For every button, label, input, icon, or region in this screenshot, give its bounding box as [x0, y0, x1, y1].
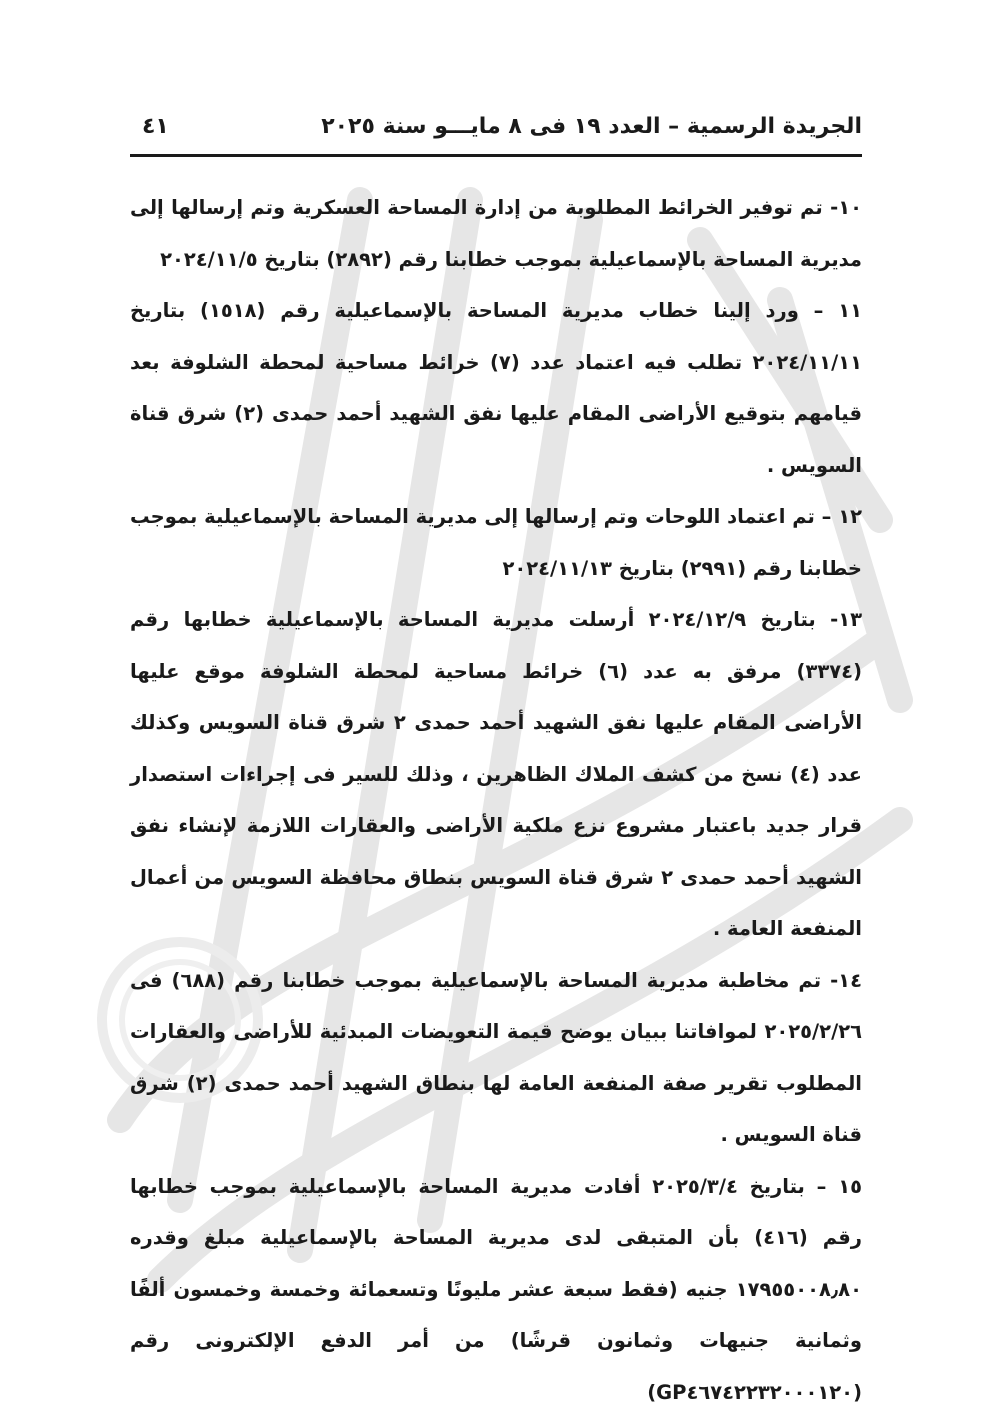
paragraph-10: ١٠- تم توفير الخرائط المطلوبة من إدارة المساحة العسكرية وتم إرسالها إلى مديرية المساحة بالإسماعيلية بموجب خطابنا رقم (٢٨٩٢) بتاريخ ٢٠٢٤/١١/٥	[130, 182, 862, 285]
paragraph-12: ١٢ – تم اعتماد اللوحات وتم إرسالها إلى مديرية المساحة بالإسماعيلية بموجب خطابنا رقم (٢٩٩١) بتاريخ ٢٠٢٤/١١/١٣	[130, 491, 862, 594]
paragraph-13: ١٣- بتاريخ ٢٠٢٤/١٢/٩ أرسلت مديرية المساحة بالإسماعيلية خطابها رقم (٣٣٧٤) مرفق به عدد (٦) خرائط مساحية لمحطة الشلوفة موقع عليها الأراضى المقام عليها نفق الشهيد أحمد حمدى ٢ شرق قناة السويس وكذلك عدد (٤) نسخ من كشف الملاك الظاهرين ، وذلك للسير فى إجراءات استصدار قرار جديد باعتبار مشروع نزع ملكية الأراضى والعقارات اللازمة لإنشاء نفق الشهيد أحمد حمدى ٢ شرق قناة السويس بنطاق محافظة السويس من أعمال المنفعة العامة .	[130, 594, 862, 955]
document-body	[130, 182, 862, 1418]
gazette-title: الجريدة الرسمية – العدد ١٩ فى ٨ مايـــو سنة ٢٠٢٥	[321, 114, 862, 139]
paragraph-11: ١١ – ورد إلينا خطاب مديرية المساحة بالإسماعيلية رقم (١٥١٨) بتاريخ ٢٠٢٤/١١/١١ تطلب فيه اعتماد عدد (٧) خرائط مساحية لمحطة الشلوفة بعد قيامهم بتوقيع الأراضى المقام عليها نفق الشهيد أحمد حمدى (٢) شرق قناة السويس .	[130, 285, 862, 491]
paragraph-15: ١٥ – بتاريخ ٢٠٢٥/٣/٤ أفادت مديرية المساحة بالإسماعيلية بموجب خطابها رقم (٤١٦) بأن المتبقى لدى مديرية المساحة بالإسماعيلية مبلغ وقدره ١٧٩٥٥٠٠٨٫٨٠ جنيه (فقط سبعة عشر مليونًا وتسعمائة وخمسة وخمسون ألفًا وثمانية جنيهات وثمانون قرشًا) من أمر الدفع الإلكترونى رقم (GP٤٦٧٤٢٢٣٢٠٠٠١٢٠)	[130, 1161, 862, 1418]
page-header	[130, 108, 862, 152]
header-divider	[130, 154, 862, 157]
page-number: ٤١	[142, 114, 169, 139]
paragraph-14: ١٤- تم مخاطبة مديرية المساحة بالإسماعيلية بموجب خطابنا رقم (٦٨٨) فى ٢٠٢٥/٢/٢٦ لموافاتنا ببيان يوضح قيمة التعويضات المبدئية للأراضى والعقارات المطلوب تقرير صفة المنفعة العامة لها بنطاق الشهيد أحمد حمدى (٢) شرق قناة السويس .	[130, 955, 862, 1161]
